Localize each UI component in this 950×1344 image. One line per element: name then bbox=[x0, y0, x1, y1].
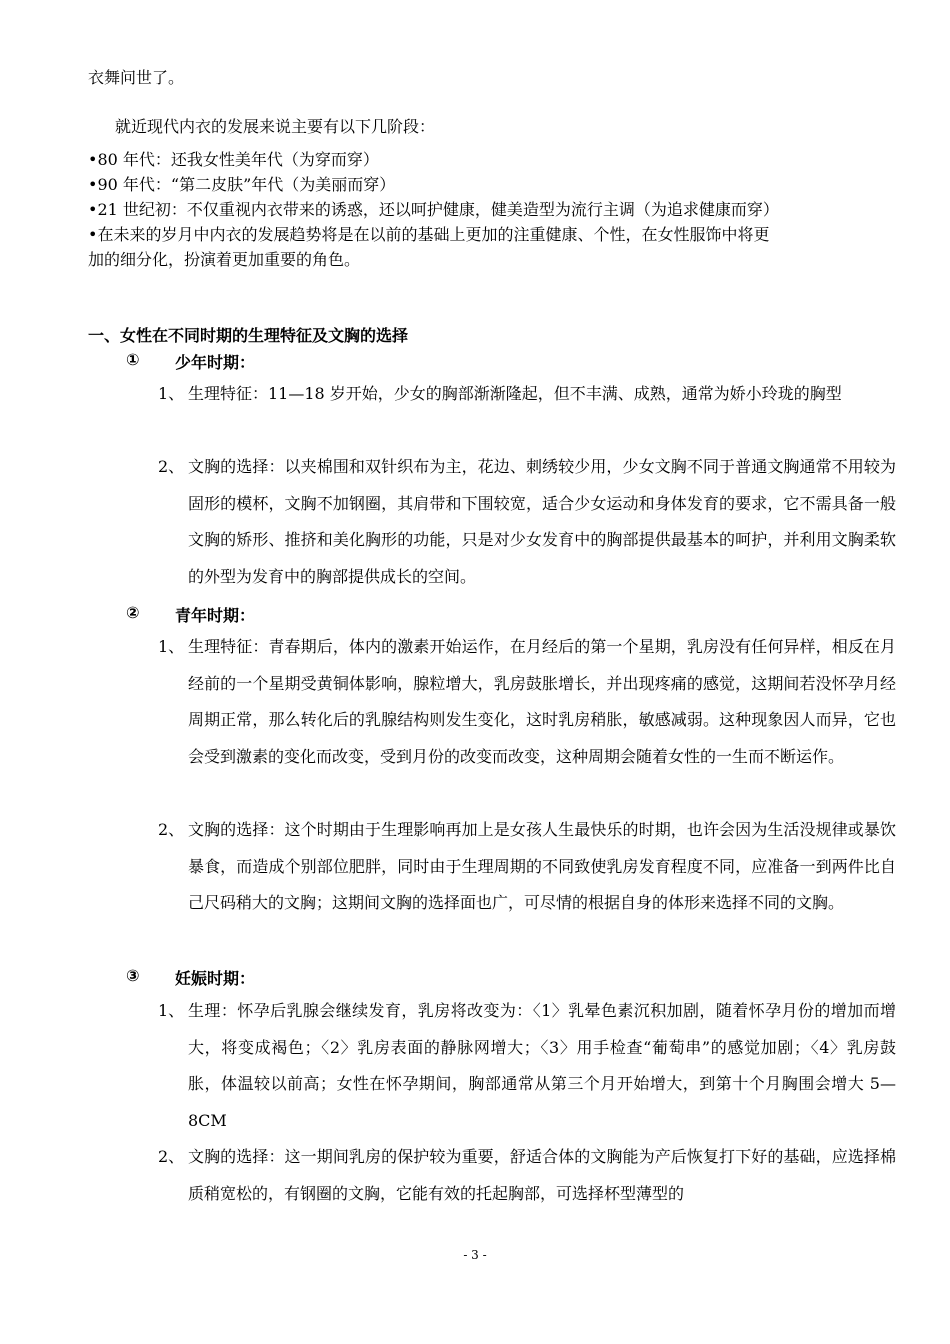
list-item bbox=[158, 1139, 898, 1213]
intro-line: 就近现代内衣的发展来说主要有以下几阶段： bbox=[115, 117, 436, 136]
page-number: - 3 - bbox=[463, 1248, 487, 1262]
period-marker: ① bbox=[126, 350, 140, 369]
item-number: 2、 bbox=[158, 1147, 185, 1166]
list-item bbox=[158, 449, 898, 597]
list-item bbox=[158, 812, 898, 960]
item-text: 生理特征：青春期后，体内的激素开始运作，在月经后的第一个星期，乳房没有任何异样，相反在月经前的一个星期受黄铜体影响，腺粒增大，乳房鼓胀增长，并出现疼痛的感觉，这期间若没怀孕月经周期正常，那么转化后的乳腺结构则发生变化，这时乳房稍胀，敏感减弱。这种现象因人而异，它也会受到激素的变化而改变，受到月份的改变而改变，这种周期会随着女性的一生而不断运作。 bbox=[188, 637, 896, 766]
list-item bbox=[158, 993, 898, 1141]
item-text: 文胸的选择：以夹棉围和双针织布为主，花边、刺绣较少用，少女文胸不同于普通文胸通常不用较为固形的模杯，文胸不加钢圈，其肩带和下围较宽，适合少女运动和身体发育的要求，它不需具备一般文胸的矫形、推挤和美化胸形的功能，只是对少女发育中的胸部提供最基本的呵护，并利用文胸柔软的外型为发育中的胸部提供成长的空间。 bbox=[188, 457, 896, 586]
bullet-item: •21 世纪初：不仅重视内衣带来的诱惑，还以呵护健康，健美造型为流行主调（为追求健康而穿） bbox=[88, 200, 779, 219]
period-title: 青年时期： bbox=[175, 606, 256, 625]
item-text: 生理：怀孕后乳腺会继续发育，乳房将改变为：〈1〉乳晕色素沉积加剧，随着怀孕月份的增加而增大，将变成褐色；〈2〉乳房表面的静脉网增大；〈3〉用手检查“葡萄串”的感觉加剧；〈4〉乳房鼓胀，体温较以前高；女性在怀孕期间，胸部通常从第三个月开始增大，到第十个月胸围会增大 5—8CM bbox=[188, 1001, 896, 1130]
item-text: 生理特征：11—18 岁开始，少女的胸部渐渐隆起，但不丰满、成熟，通常为娇小玲珑的胸型 bbox=[188, 384, 842, 403]
list-item bbox=[158, 376, 898, 450]
period-title: 少年时期： bbox=[175, 353, 256, 372]
bullet-item: •90 年代：“第二皮肤”年代（为美丽而穿） bbox=[88, 175, 396, 194]
bullet-item: 加的细分化，扮演着更加重要的角色。 bbox=[88, 250, 361, 269]
item-number: 1、 bbox=[158, 1001, 185, 1020]
item-number: 2、 bbox=[158, 457, 185, 476]
item-text: 文胸的选择：这一期间乳房的保护较为重要，舒适合体的文胸能为产后恢复打下好的基础，应选择棉质稍宽松的，有钢圈的文胸，它能有效的托起胸部，可选择杯型薄型的 bbox=[188, 1147, 896, 1203]
intro-line: 衣舞问世了。 bbox=[88, 68, 185, 87]
item-text: 文胸的选择：这个时期由于生理影响再加上是女孩人生最快乐的时期，也许会因为生活没规律或暴饮暴食，而造成个别部位肥胖，同时由于生理周期的不同致使乳房发育程度不同，应准备一到两件比自己尺码稍大的文胸；这期间文胸的选择面也广，可尽情的根据自身的体形来选择不同的文胸。 bbox=[188, 820, 896, 912]
period-marker: ③ bbox=[126, 966, 140, 985]
bullet-item: •80 年代：还我女性美年代（为穿而穿） bbox=[88, 150, 379, 169]
period-marker: ② bbox=[126, 603, 140, 622]
bullet-item: •在未来的岁月中内衣的发展趋势将是在以前的基础上更加的注重健康、个性，在女性服饰中将更 bbox=[88, 225, 770, 244]
period-title: 妊娠时期： bbox=[175, 969, 256, 988]
item-number: 1、 bbox=[158, 384, 185, 403]
item-number: 2、 bbox=[158, 820, 185, 839]
item-number: 1、 bbox=[158, 637, 185, 656]
section-heading: 一、女性在不同时期的生理特征及文胸的选择 bbox=[88, 326, 409, 345]
list-item bbox=[158, 629, 898, 813]
